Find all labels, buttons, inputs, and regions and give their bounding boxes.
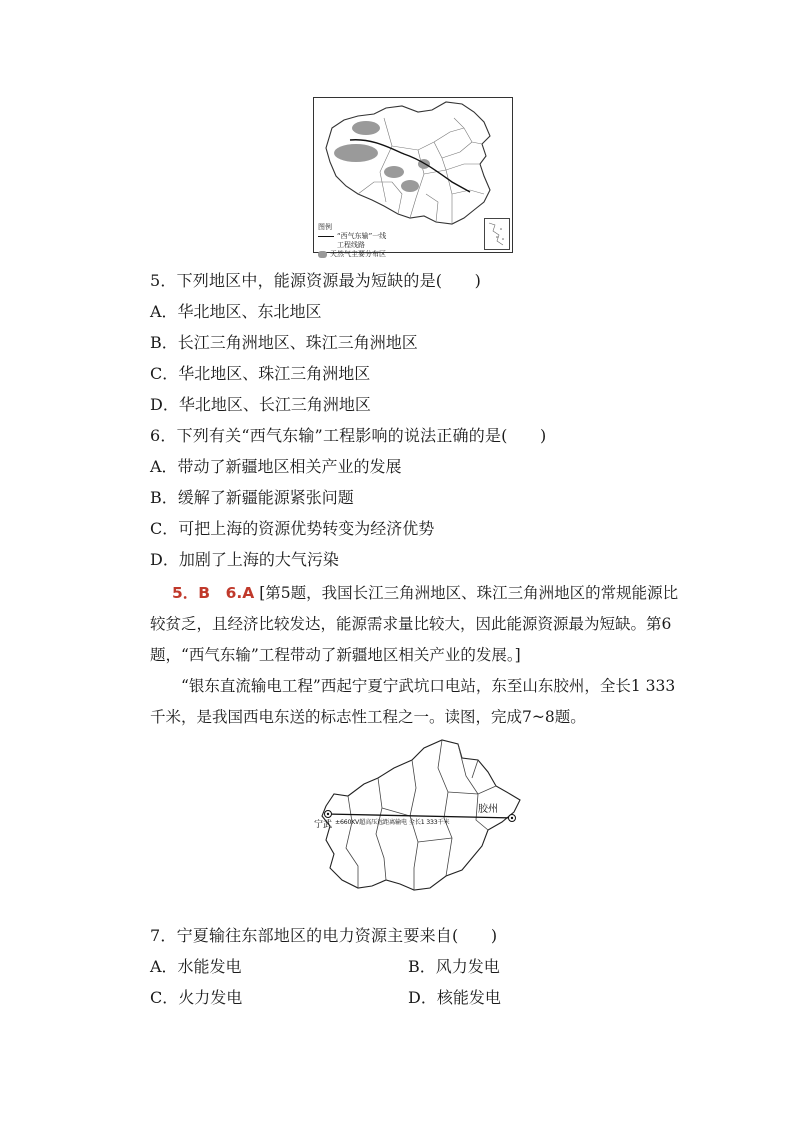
question-7-stem: 7．宁夏输往东部地区的电力资源主要来自( )	[150, 926, 498, 945]
legend-line-label-1: “西气东输”一线	[337, 232, 387, 240]
question-5-option-a: A．华北地区、东北地区	[150, 302, 322, 321]
answer-explanation	[150, 578, 680, 671]
label-ningwu: 宁武	[314, 820, 333, 830]
area-swatch-icon	[318, 251, 327, 258]
question-6-option-c: C．可把上海的资源优势转变为经济优势	[150, 519, 435, 538]
question-5-option-d: D．华北地区、长江三角洲地区	[150, 395, 371, 414]
transmission-map-figure	[312, 738, 526, 894]
question-7-option-c: C．火力发电	[150, 988, 243, 1007]
question-7-option-b: B．风力发电	[408, 957, 500, 976]
question-6-option-a: A．带动了新疆地区相关产业的发展	[150, 457, 402, 476]
question-7-option-d: D．核能发电	[408, 988, 501, 1007]
legend-area-label: 天然气主要分布区	[330, 250, 386, 258]
china-map-figure	[313, 97, 513, 258]
province-boundaries	[358, 118, 484, 224]
label-jiaozhou: 胶州	[478, 804, 498, 815]
legend-line-entry	[318, 232, 386, 241]
map-legend	[318, 223, 386, 259]
intro-paragraph: “银东直流输电工程”西起宁夏宁武坑口电站，东至山东胶州，全长1 333千米，是我国西电东送的标志性工程之一。读图，完成7~8题。	[150, 677, 676, 726]
question-6-option-d: D．加剧了上海的大气污染	[150, 550, 339, 569]
legend-area-entry	[318, 250, 386, 259]
transmission-map-drawing	[312, 738, 526, 894]
legend-title: 图例	[318, 223, 332, 231]
question-6-stem: 6．下列有关“西气东输”工程影响的说法正确的是( )	[150, 426, 547, 445]
question-7-option-a: A．水能发电	[150, 957, 242, 976]
line-swatch-icon	[318, 236, 334, 237]
transmission-line-label: ±660KV超高压远距离输电 全长1 333千米	[335, 819, 450, 826]
inset-drawing	[485, 219, 509, 249]
south-china-sea-inset	[484, 218, 510, 250]
question-6-option-b: B．缓解了新疆能源紧张问题	[150, 488, 354, 507]
question-5-stem: 5．下列地区中，能源资源最为短缺的是( )	[150, 271, 482, 290]
question-5-option-c: C．华北地区、珠江三角洲地区	[150, 364, 371, 383]
answer-explanation-text: [第5题，我国长江三角洲地区、珠江三角洲地区的常规能源比较贫乏，且经济比较发达，能源需求量比较大，因此能源资源最为短缺。第6题，“西气东输”工程带动了新疆地区相关产业的发展。]	[150, 584, 679, 664]
answer-key: 5．B 6.A	[172, 584, 255, 602]
legend-line-label-2: 工程线路	[337, 241, 365, 249]
country-outline	[326, 102, 490, 224]
question-5-option-b: B．长江三角洲地区、珠江三角洲地区	[150, 333, 418, 352]
